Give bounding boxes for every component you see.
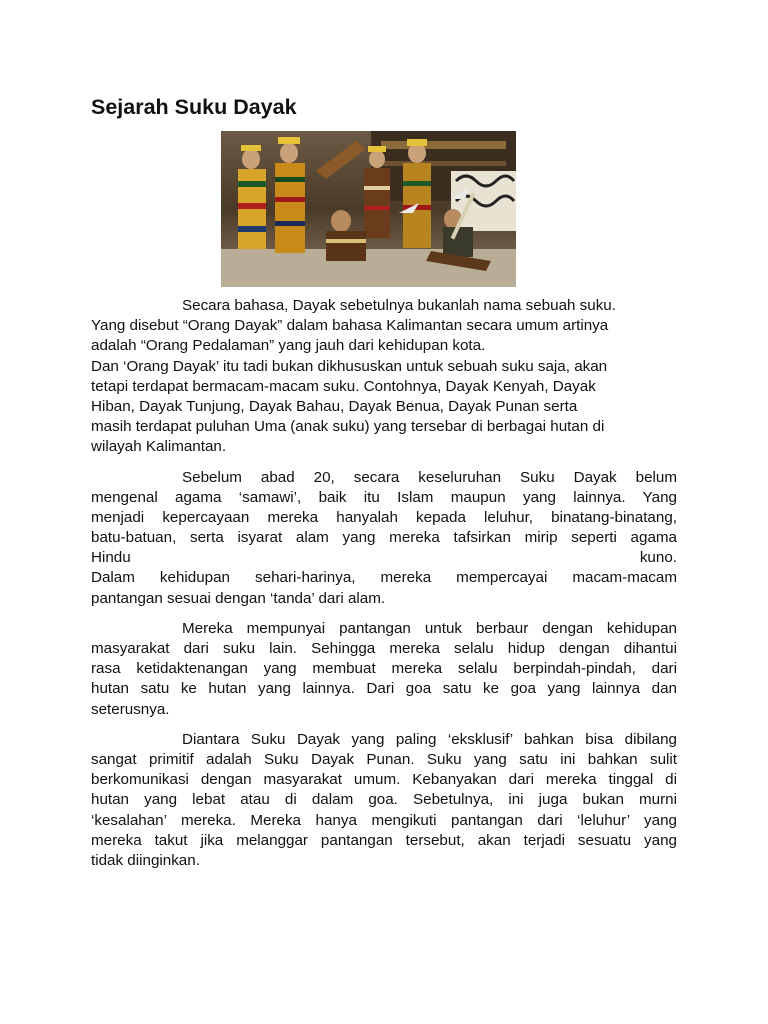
text-line: rasa ketidaktenangan yang membuat mereka selalu berpindah-pindah, dari xyxy=(91,660,677,678)
text-line: masyarakat dari suku lain. Sehingga mereka selalu hidup dengan dihantui xyxy=(91,640,677,657)
text-line: wilayah Kalimantan. xyxy=(91,438,227,456)
text-line: menjadi kepercayaan mereka hanyalah kepada leluhur, binatang-binatang, xyxy=(91,508,677,526)
text-line: hutan satu ke hutan yang lainnya. Dari goa satu ke goa yang lainnya dan xyxy=(91,680,677,698)
text-line: Hindu kuno. xyxy=(91,549,677,567)
paragraph-4 xyxy=(91,730,677,871)
paragraph-3 xyxy=(91,619,677,720)
text-line: mengenal agama ‘samawi’, baik itu Islam maupun yang lainnya. Yang xyxy=(91,488,677,506)
text-line: Mereka mempunyai pantangan untuk berbaur dengan kehidupan xyxy=(182,619,677,637)
text-line: Dan ‘Orang Dayak’ itu tadi bukan dikhususkan untuk sebuah suku saja, akan xyxy=(91,357,608,375)
text-line: hutan yang lebat atau di dalam goa. Sebetulnya, ini juga bukan murni xyxy=(91,791,677,809)
dayak-dancers-photo xyxy=(221,131,516,287)
text-line: adalah “Orang Pedalaman” yang jauh dari kehidupan kota. xyxy=(91,337,486,355)
text-line: pantangan sesuai dengan ‘tanda’ dari alam. xyxy=(91,589,386,607)
text-line: tetapi terdapat bermacam-macam suku. Contohnya, Dayak Kenyah, Dayak xyxy=(91,377,596,395)
text-line: Yang disebut “Orang Dayak” dalam bahasa Kalimantan secara umum artinya xyxy=(91,317,609,335)
text-line: Diantara Suku Dayak yang paling ‘eksklusif’ bahkan bisa dibilang xyxy=(182,730,677,748)
text-line: tidak diinginkan. xyxy=(91,851,200,869)
text-line: mereka takut jika melanggar pantangan tersebut, akan terjadi sesuatu yang xyxy=(91,831,677,849)
page-title: Sejarah Suku Dayak xyxy=(91,95,297,119)
photo-illustration xyxy=(221,131,516,287)
text-line: sangat primitif adalah Suku Dayak Punan. Suku yang satu ini bahkan sulit xyxy=(91,750,677,768)
text-line: ‘kesalahan’ mereka. Mereka hanya mengikuti pantangan dari ‘leluhur’ yang xyxy=(91,811,677,829)
article-body xyxy=(91,296,677,881)
text-line: Sebelum abad 20, secara keseluruhan Suku Dayak belum xyxy=(182,468,677,486)
paragraph-2 xyxy=(91,468,677,609)
text-line: seterusnya. xyxy=(91,700,170,718)
text-line: Dalam kehidupan sehari-harinya, mereka mempercayai macam-macam xyxy=(91,569,677,587)
paragraph-1 xyxy=(91,296,677,458)
text-line: Hiban, Dayak Tunjung, Dayak Bahau, Dayak Benua, Dayak Punan serta xyxy=(91,397,578,415)
text-line: Secara bahasa, Dayak sebetulnya bukanlah nama sebuah suku. xyxy=(182,297,616,314)
text-line: berkomunikasi dengan masyarakat umum. Kebanyakan dari mereka tinggal di xyxy=(91,771,677,789)
text-line: batu-batuan, serta isyarat alam yang mereka tafsirkan mirip seperti agama xyxy=(91,529,677,547)
text-line: masih terdapat puluhan Uma (anak suku) yang tersebar di berbagai hutan di xyxy=(91,418,605,436)
